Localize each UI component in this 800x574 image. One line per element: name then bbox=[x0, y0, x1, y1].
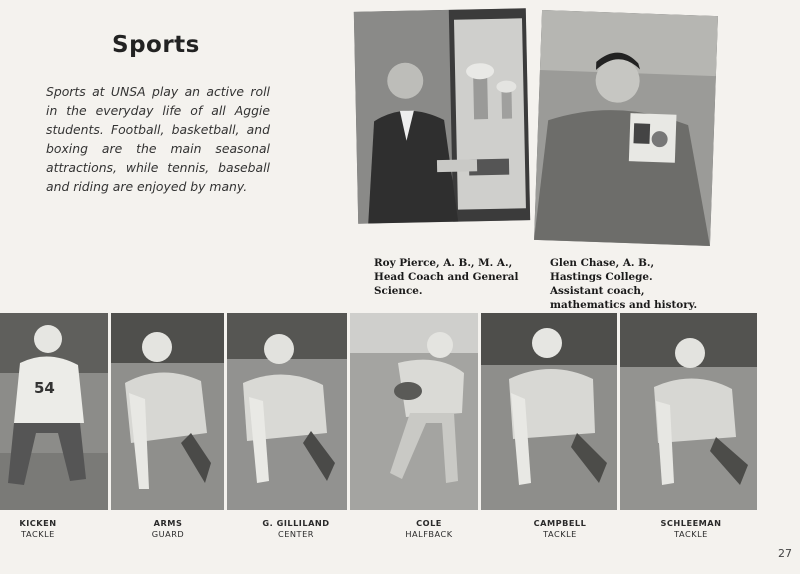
player-name: G. GILLILAND bbox=[262, 518, 330, 528]
player-caption-arms bbox=[108, 518, 228, 540]
player-photo-arms bbox=[111, 313, 224, 510]
player-position: TACKLE bbox=[543, 529, 577, 539]
player-photo-gilliland bbox=[227, 313, 347, 510]
player-caption-kicken bbox=[0, 518, 98, 540]
football-player-illustration bbox=[620, 313, 757, 510]
player-position: TACKLE bbox=[674, 529, 708, 539]
coach-photo-pierce bbox=[354, 8, 530, 224]
coach-photo-chase bbox=[534, 10, 718, 246]
football-player-illustration bbox=[111, 313, 224, 510]
player-name: KICKEN bbox=[19, 518, 57, 528]
football-player-illustration bbox=[481, 313, 617, 510]
player-caption-campbell bbox=[500, 518, 620, 540]
football-player-illustration bbox=[227, 313, 347, 510]
coach-caption-chase: Glen Chase, A. B., Hastings College. Assistant coach, mathematics and history. bbox=[550, 257, 698, 311]
player-name: SCHLEEMAN bbox=[660, 518, 722, 528]
football-player-illustration bbox=[350, 313, 478, 510]
player-photo-campbell bbox=[481, 313, 617, 510]
player-caption-gilliland bbox=[236, 518, 356, 540]
football-player-illustration bbox=[0, 313, 108, 510]
player-photo-kicken bbox=[0, 313, 108, 510]
intro-paragraph: Sports at UNSA play an active roll in the everyday life of all Aggie students. Football, basketball, and boxing are the main seasonal attractions, while tennis, baseball and riding are enjoyed by many. bbox=[46, 84, 270, 194]
player-caption-schleeman bbox=[631, 518, 751, 540]
reading-photo-illustration bbox=[534, 10, 718, 246]
player-position: CENTER bbox=[278, 529, 314, 539]
trophy-photo-illustration bbox=[354, 8, 530, 224]
player-photo-schleeman bbox=[620, 313, 757, 510]
page-heading: Sports bbox=[112, 32, 200, 58]
coach-caption-pierce: Roy Pierce, A. B., M. A., Head Coach and General Science. bbox=[374, 257, 519, 297]
player-caption-cole bbox=[369, 518, 489, 540]
player-position: HALFBACK bbox=[405, 529, 453, 539]
page-number: 27 bbox=[778, 547, 792, 560]
player-photo-cole bbox=[350, 313, 478, 510]
player-name: ARMS bbox=[153, 518, 183, 528]
jersey-number: 54 bbox=[34, 379, 55, 397]
player-photo-strip bbox=[0, 313, 757, 510]
player-name: COLE bbox=[416, 518, 442, 528]
player-position: GUARD bbox=[151, 529, 185, 539]
player-name: CAMPBELL bbox=[533, 518, 587, 528]
player-position: TACKLE bbox=[21, 529, 55, 539]
